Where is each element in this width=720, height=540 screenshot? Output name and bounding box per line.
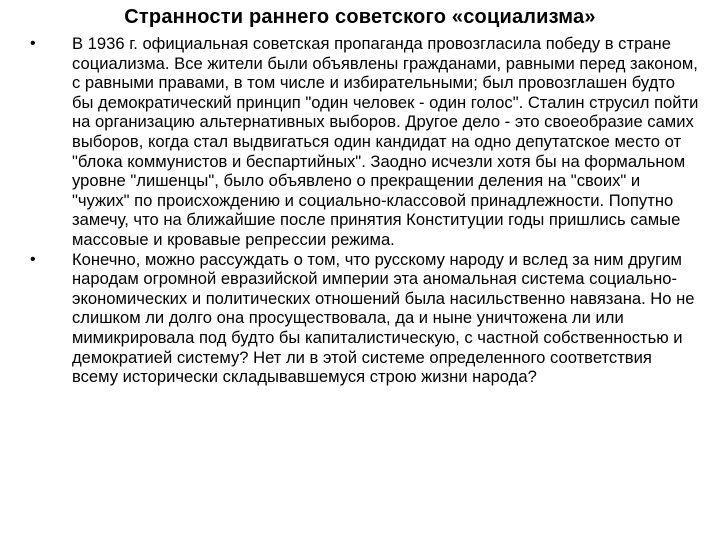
bullet-text-2: Конечно, можно рассуждать о том, что русскому народу и вслед за ним другим народам огромной евразийской империи эта аномальная система социально-экономических и политических отношений была насильственно навязана. Но не слишком ли долго она просуществовала, да и ныне уничтожена ли или мимикрировала под будто бы капиталистическую, с частной собственностью и демократией систему? Нет ли в этой системе определенного соответствия всему исторически складывавшемуся строю жизни народа? xyxy=(72,249,695,387)
slide-title: Странности раннего советского «социализма» xyxy=(124,6,596,28)
bullet-dot-icon: • xyxy=(30,35,36,52)
bullet-item-1 xyxy=(30,34,700,250)
bullet-text-1: В 1936 г. официальная советская пропаганда провозгласила победу в стране социализма. Все жители были объявлены гражданами, равными перед законом, с равными правами, в том числе и избирательными; был провозглашен будто бы демократический принцип "один человек - один голос". Сталин струсил пойти на организацию альтернативных выборов. Другое дело - это своеобразие самих выборов, когда стал выдвигаться один кандидат на одно депутатское место от "блока коммунистов и беспартийных". Заодно исчезли хотя бы на формальном уровне "лишенцы", было объявлено о прекращении деления на "своих" и "чужих" по происхождению и социально-классовой принадлежности. Попутно замечу, что на ближайшие после принятия Конституции годы пришлись самые массовые и кровавые репрессии режима. xyxy=(72,34,699,249)
bullet-dot-icon: • xyxy=(30,250,36,268)
bullet-item-2 xyxy=(30,250,700,387)
bullet-list xyxy=(30,34,700,387)
